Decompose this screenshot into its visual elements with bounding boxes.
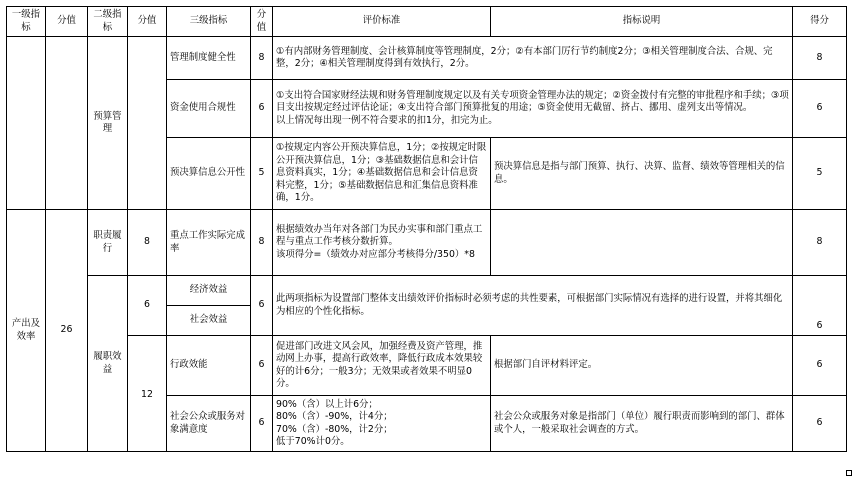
level3-score: 6 bbox=[251, 276, 273, 336]
level3-score: 6 bbox=[251, 336, 273, 396]
criteria-text: ①有内部财务管理制度、会计核算制度等管理制度，2分；②有本部门厉行节约制度2分；③相关管理制度合法、合规、完整，2分；④相关管理制度得到有效执行，2分。 bbox=[273, 37, 793, 80]
points-value: 6 bbox=[793, 80, 847, 138]
criteria-cell bbox=[273, 396, 491, 452]
level3-score: 5 bbox=[251, 138, 273, 210]
header-level2: 二级指标 bbox=[88, 7, 128, 37]
level3-name: 行政效能 bbox=[167, 336, 251, 396]
header-description: 指标说明 bbox=[491, 7, 793, 37]
points-value: 5 bbox=[793, 138, 847, 210]
points-value: 6 bbox=[793, 276, 847, 336]
criteria-text: 此两项指标为设置部门整体支出绩效评价指标时必须考虑的共性要素，可根据部门实际情况有选择的进行设置，并将其细化为相应的个性化指标。 bbox=[273, 276, 793, 336]
level2-effect: 履职效益 bbox=[88, 276, 128, 452]
table-row bbox=[7, 336, 847, 396]
level2-budget: 预算管理 bbox=[88, 37, 128, 210]
criteria-line: 90%（含）以上计6分； bbox=[276, 398, 378, 410]
points-value: 6 bbox=[793, 396, 847, 452]
level3-name-economic: 经济效益 bbox=[167, 276, 251, 306]
level2-score: 8 bbox=[128, 210, 167, 276]
header-score3: 分值 bbox=[251, 7, 273, 37]
header-level3: 三级指标 bbox=[167, 7, 251, 37]
level3-score: 6 bbox=[251, 396, 273, 452]
table-row bbox=[7, 210, 847, 276]
level3-name: 重点工作实际完成率 bbox=[167, 210, 251, 276]
level2-score-12: 12 bbox=[128, 336, 167, 452]
level2-duty: 职责履行 bbox=[88, 210, 128, 276]
criteria-line: 低于70%计0分。 bbox=[276, 435, 350, 447]
description-text: 社会公众或服务对象是指部门（单位）履行职责而影响到的部门、群体或个人，一般采取社会调查的方式。 bbox=[491, 396, 793, 452]
level2-score: 6 bbox=[128, 276, 167, 336]
table-row bbox=[7, 37, 847, 80]
points-value: 8 bbox=[793, 37, 847, 80]
level1-output: 产出及效率 bbox=[7, 210, 46, 452]
score1-cell-empty bbox=[46, 37, 88, 210]
level3-name: 资金使用合规性 bbox=[167, 80, 251, 138]
level3-score: 8 bbox=[251, 37, 273, 80]
description-text: 根据部门自评材料评定。 bbox=[491, 336, 793, 396]
score2-cell-empty bbox=[128, 37, 167, 210]
level1-score: 26 bbox=[46, 210, 88, 452]
criteria-text: ①支出符合国家财经法规和财务管理制度规定以及有关专项资金管理办法的规定；②资金拨付有完整的审批程序和手续；③项目支出按规定经过评估论证；④支出符合部门预算批复的用途；⑤资金使用无截留、挤占、挪用、虚列支出等情况。 bbox=[276, 89, 789, 114]
level3-name: 管理制度健全性 bbox=[167, 37, 251, 80]
header-criteria: 评价标准 bbox=[273, 7, 491, 37]
points-value: 8 bbox=[793, 210, 847, 276]
criteria-text: ①按规定内容公开预决算信息，1分；②按规定时限公开预决算信息，1分；③基础数据信息和会计信息资料真实，1分；④基础数据信息和会计信息资料完整，1分；⑤基础数据信息和汇集信息资料准确，1分。 bbox=[273, 138, 491, 210]
criteria-text: 促进部门改进文风会风，加强经费及资产管理，推动网上办事，提高行政效率，降低行政成本效果较好的计6分；一般3分；无效果或者效果不明显0分。 bbox=[273, 336, 491, 396]
criteria-text: 根据绩效办当年对各部门为民办实事和部门重点工程与重点工作考核分数折算。 bbox=[276, 223, 483, 248]
level3-name: 预决算信息公开性 bbox=[167, 138, 251, 210]
description-empty bbox=[491, 210, 793, 276]
resize-handle[interactable] bbox=[846, 470, 852, 476]
level3-score: 8 bbox=[251, 210, 273, 276]
header-score1: 分值 bbox=[46, 7, 88, 37]
criteria-line: 70%（含）-80%，计2分； bbox=[276, 423, 393, 435]
criteria-cell bbox=[273, 210, 491, 276]
header-score2: 分值 bbox=[128, 7, 167, 37]
header-row bbox=[7, 7, 847, 37]
criteria-extra: 以上情况每出现一例不符合要求的扣1分，扣完为止。 bbox=[276, 114, 498, 126]
header-level1: 一级指标 bbox=[7, 7, 46, 37]
description-text: 预决算信息是指与部门预算、执行、决算、监督、绩效等管理相关的信息。 bbox=[491, 138, 793, 210]
evaluation-table bbox=[6, 6, 847, 452]
level3-name-social: 社会效益 bbox=[167, 306, 251, 336]
level3-name: 社会公众或服务对象满意度 bbox=[167, 396, 251, 452]
table-row bbox=[7, 276, 847, 306]
level3-score: 6 bbox=[251, 80, 273, 138]
level1-cell-empty bbox=[7, 37, 46, 210]
criteria-line: 80%（含）-90%，计4分； bbox=[276, 411, 393, 423]
points-value: 6 bbox=[793, 336, 847, 396]
criteria-extra: 该项得分=（绩效办对应部分考核得分/350）*8 bbox=[276, 248, 475, 260]
header-points: 得分 bbox=[793, 7, 847, 37]
criteria-cell bbox=[273, 80, 793, 138]
